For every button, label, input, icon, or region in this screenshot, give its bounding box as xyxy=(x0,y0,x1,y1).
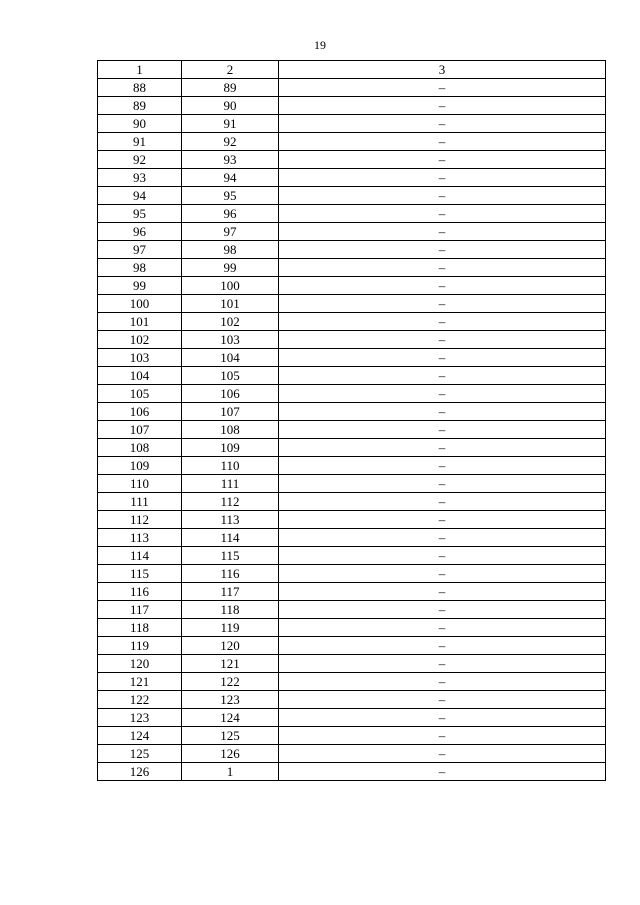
table-row xyxy=(98,313,606,331)
table-cell-col-1: 126 xyxy=(98,763,182,781)
table-cell-col-2: 105 xyxy=(182,367,279,385)
table-cell-col-1: 112 xyxy=(98,511,182,529)
table-cell-col-3: – xyxy=(279,79,606,97)
column-header-1: 1 xyxy=(98,61,182,79)
table-cell-col-1: 96 xyxy=(98,223,182,241)
table-cell-col-1: 105 xyxy=(98,385,182,403)
table-cell-col-3: – xyxy=(279,421,606,439)
table-cell-col-3: – xyxy=(279,547,606,565)
table-cell-col-3: – xyxy=(279,331,606,349)
table-cell-col-1: 98 xyxy=(98,259,182,277)
data-table xyxy=(97,60,606,781)
table-cell-col-2: 102 xyxy=(182,313,279,331)
table-cell-col-2: 97 xyxy=(182,223,279,241)
table-cell-col-1: 108 xyxy=(98,439,182,457)
table-cell-col-2: 104 xyxy=(182,349,279,367)
table-cell-col-2: 94 xyxy=(182,169,279,187)
table-cell-col-1: 118 xyxy=(98,619,182,637)
table-cell-col-3: – xyxy=(279,709,606,727)
table-row xyxy=(98,259,606,277)
table-cell-col-2: 90 xyxy=(182,97,279,115)
table-cell-col-1: 109 xyxy=(98,457,182,475)
table-cell-col-1: 113 xyxy=(98,529,182,547)
table-body xyxy=(98,79,606,781)
table-cell-col-3: – xyxy=(279,457,606,475)
table-row xyxy=(98,349,606,367)
table-cell-col-3: – xyxy=(279,151,606,169)
table-row xyxy=(98,187,606,205)
table-cell-col-2: 116 xyxy=(182,565,279,583)
table-cell-col-2: 109 xyxy=(182,439,279,457)
table-cell-col-2: 110 xyxy=(182,457,279,475)
table-cell-col-1: 116 xyxy=(98,583,182,601)
table-row xyxy=(98,385,606,403)
table-cell-col-2: 107 xyxy=(182,403,279,421)
table-cell-col-2: 92 xyxy=(182,133,279,151)
table-cell-col-3: – xyxy=(279,763,606,781)
table-cell-col-2: 119 xyxy=(182,619,279,637)
table-row xyxy=(98,619,606,637)
table-row xyxy=(98,637,606,655)
table-cell-col-1: 119 xyxy=(98,637,182,655)
table-cell-col-1: 115 xyxy=(98,565,182,583)
table-cell-col-1: 91 xyxy=(98,133,182,151)
table-cell-col-3: – xyxy=(279,313,606,331)
table-row xyxy=(98,691,606,709)
table-cell-col-2: 120 xyxy=(182,637,279,655)
table-cell-col-3: – xyxy=(279,385,606,403)
table-cell-col-3: – xyxy=(279,223,606,241)
table-cell-col-3: – xyxy=(279,727,606,745)
table-cell-col-3: – xyxy=(279,583,606,601)
table-cell-col-3: – xyxy=(279,439,606,457)
table-cell-col-1: 106 xyxy=(98,403,182,421)
table-row xyxy=(98,709,606,727)
table-cell-col-2: 126 xyxy=(182,745,279,763)
table-row xyxy=(98,205,606,223)
table-cell-col-1: 100 xyxy=(98,295,182,313)
table-cell-col-1: 111 xyxy=(98,493,182,511)
table-cell-col-2: 117 xyxy=(182,583,279,601)
table-cell-col-2: 101 xyxy=(182,295,279,313)
table-cell-col-2: 93 xyxy=(182,151,279,169)
table-cell-col-1: 110 xyxy=(98,475,182,493)
table-cell-col-1: 107 xyxy=(98,421,182,439)
page-number: 19 xyxy=(314,38,326,52)
table-cell-col-3: – xyxy=(279,205,606,223)
table-cell-col-3: – xyxy=(279,745,606,763)
table-cell-col-1: 97 xyxy=(98,241,182,259)
table-cell-col-2: 89 xyxy=(182,79,279,97)
table-cell-col-3: – xyxy=(279,565,606,583)
table-row xyxy=(98,169,606,187)
column-header-2: 2 xyxy=(182,61,279,79)
table-cell-col-3: – xyxy=(279,637,606,655)
table-header-row xyxy=(98,61,606,79)
table-cell-col-3: – xyxy=(279,133,606,151)
column-header-3: 3 xyxy=(279,61,606,79)
table-cell-col-2: 108 xyxy=(182,421,279,439)
table-row xyxy=(98,673,606,691)
table-cell-col-2: 111 xyxy=(182,475,279,493)
table-row xyxy=(98,331,606,349)
table-cell-col-2: 114 xyxy=(182,529,279,547)
table-cell-col-1: 124 xyxy=(98,727,182,745)
table-cell-col-3: – xyxy=(279,97,606,115)
table-row xyxy=(98,241,606,259)
table-cell-col-2: 100 xyxy=(182,277,279,295)
table-row xyxy=(98,133,606,151)
table-cell-col-2: 121 xyxy=(182,655,279,673)
table-row xyxy=(98,97,606,115)
table-cell-col-3: – xyxy=(279,295,606,313)
table-cell-col-1: 102 xyxy=(98,331,182,349)
table-cell-col-1: 117 xyxy=(98,601,182,619)
table-row xyxy=(98,295,606,313)
table-cell-col-2: 123 xyxy=(182,691,279,709)
table-cell-col-3: – xyxy=(279,259,606,277)
table-header xyxy=(98,61,606,79)
table-cell-col-3: – xyxy=(279,187,606,205)
table-cell-col-1: 95 xyxy=(98,205,182,223)
table-cell-col-1: 104 xyxy=(98,367,182,385)
table-row xyxy=(98,565,606,583)
table-cell-col-2: 125 xyxy=(182,727,279,745)
table-cell-col-3: – xyxy=(279,655,606,673)
table-row xyxy=(98,511,606,529)
table-row xyxy=(98,763,606,781)
table-row xyxy=(98,277,606,295)
table-cell-col-1: 94 xyxy=(98,187,182,205)
table-row xyxy=(98,403,606,421)
table-cell-col-3: – xyxy=(279,115,606,133)
table-cell-col-3: – xyxy=(279,493,606,511)
table-cell-col-1: 101 xyxy=(98,313,182,331)
table-row xyxy=(98,583,606,601)
table-cell-col-3: – xyxy=(279,511,606,529)
table-cell-col-3: – xyxy=(279,403,606,421)
table-cell-col-2: 1 xyxy=(182,763,279,781)
table-cell-col-3: – xyxy=(279,475,606,493)
table-row xyxy=(98,223,606,241)
table-cell-col-1: 93 xyxy=(98,169,182,187)
table-row xyxy=(98,475,606,493)
table-cell-col-3: – xyxy=(279,673,606,691)
table-cell-col-1: 99 xyxy=(98,277,182,295)
table-cell-col-3: – xyxy=(279,241,606,259)
table-row xyxy=(98,547,606,565)
table-cell-col-2: 112 xyxy=(182,493,279,511)
table-cell-col-2: 122 xyxy=(182,673,279,691)
table-cell-col-1: 90 xyxy=(98,115,182,133)
table-cell-col-2: 99 xyxy=(182,259,279,277)
table-cell-col-1: 125 xyxy=(98,745,182,763)
table-cell-col-1: 103 xyxy=(98,349,182,367)
table-row xyxy=(98,457,606,475)
table-row xyxy=(98,367,606,385)
table-cell-col-1: 92 xyxy=(98,151,182,169)
table-cell-col-3: – xyxy=(279,529,606,547)
table-row xyxy=(98,439,606,457)
table-cell-col-1: 121 xyxy=(98,673,182,691)
table-row xyxy=(98,115,606,133)
table-cell-col-1: 88 xyxy=(98,79,182,97)
table-cell-col-2: 98 xyxy=(182,241,279,259)
table-row xyxy=(98,655,606,673)
table-row xyxy=(98,421,606,439)
table-cell-col-2: 91 xyxy=(182,115,279,133)
table-cell-col-2: 118 xyxy=(182,601,279,619)
table-row xyxy=(98,529,606,547)
table-row xyxy=(98,79,606,97)
table-row xyxy=(98,493,606,511)
table-cell-col-2: 95 xyxy=(182,187,279,205)
table-cell-col-2: 115 xyxy=(182,547,279,565)
table-cell-col-3: – xyxy=(279,169,606,187)
table-cell-col-2: 113 xyxy=(182,511,279,529)
table-cell-col-1: 114 xyxy=(98,547,182,565)
table-cell-col-2: 103 xyxy=(182,331,279,349)
table-cell-col-3: – xyxy=(279,619,606,637)
table-cell-col-2: 96 xyxy=(182,205,279,223)
table-cell-col-2: 124 xyxy=(182,709,279,727)
table-cell-col-3: – xyxy=(279,691,606,709)
table-cell-col-1: 89 xyxy=(98,97,182,115)
table-row xyxy=(98,601,606,619)
table-cell-col-3: – xyxy=(279,367,606,385)
table-cell-col-1: 122 xyxy=(98,691,182,709)
table-cell-col-1: 123 xyxy=(98,709,182,727)
table-row xyxy=(98,151,606,169)
table-cell-col-1: 120 xyxy=(98,655,182,673)
table-row xyxy=(98,727,606,745)
table-row xyxy=(98,745,606,763)
table-cell-col-3: – xyxy=(279,349,606,367)
table-cell-col-2: 106 xyxy=(182,385,279,403)
table-cell-col-3: – xyxy=(279,277,606,295)
table-cell-col-3: – xyxy=(279,601,606,619)
